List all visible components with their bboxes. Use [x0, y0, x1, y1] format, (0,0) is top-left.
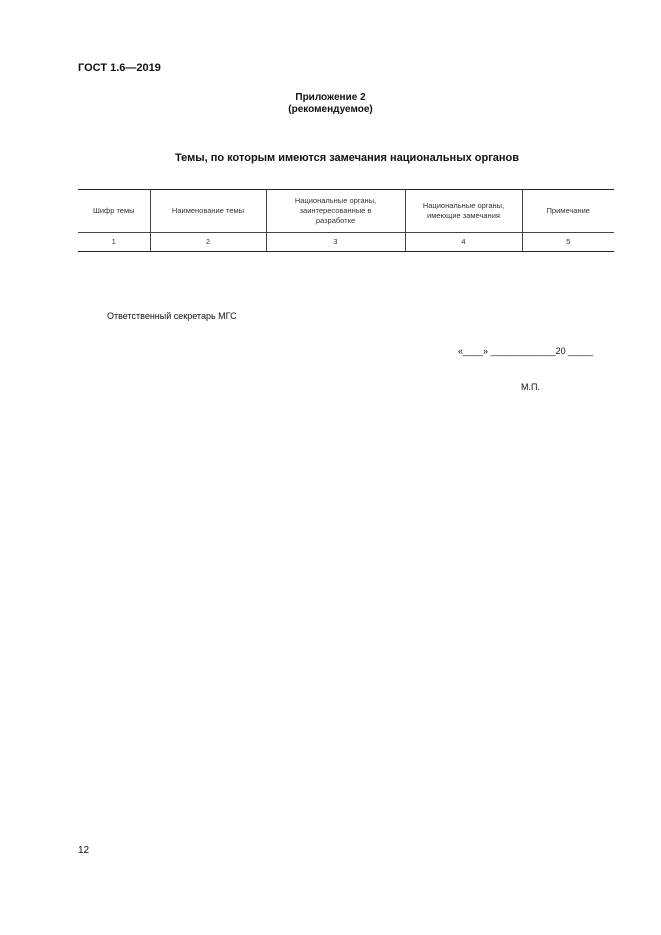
header-cell: Наименование темы [150, 190, 266, 233]
signature-role: Ответственный секретарь МГС [107, 311, 237, 321]
number-cell: 5 [522, 233, 614, 252]
number-cell: 2 [150, 233, 266, 252]
table-number-row [78, 233, 614, 252]
header-cell: Примечание [522, 190, 614, 233]
stamp-placeholder: М.П. [521, 382, 540, 392]
document-header: ГОСТ 1.6—2019 [78, 62, 161, 74]
date-line: «____» _____________20 _____ [458, 346, 594, 356]
table-title: Темы, по которым имеются замечания национальных органов [174, 152, 520, 164]
header-cell: Шифр темы [78, 190, 150, 233]
page-number: 12 [78, 845, 90, 856]
appendix-heading [0, 92, 661, 116]
number-cell: 4 [405, 233, 522, 252]
topics-table [78, 189, 614, 252]
header-cell: Национальные органы, имеющие замечания [405, 190, 522, 233]
number-cell: 3 [266, 233, 405, 252]
appendix-note: (рекомендуемое) [288, 104, 373, 115]
number-cell: 1 [78, 233, 150, 252]
header-cell: Национальные органы, заинтересованные в разработке [266, 190, 405, 233]
table-header-row [78, 190, 614, 233]
appendix-title: Приложение 2 [295, 92, 366, 103]
